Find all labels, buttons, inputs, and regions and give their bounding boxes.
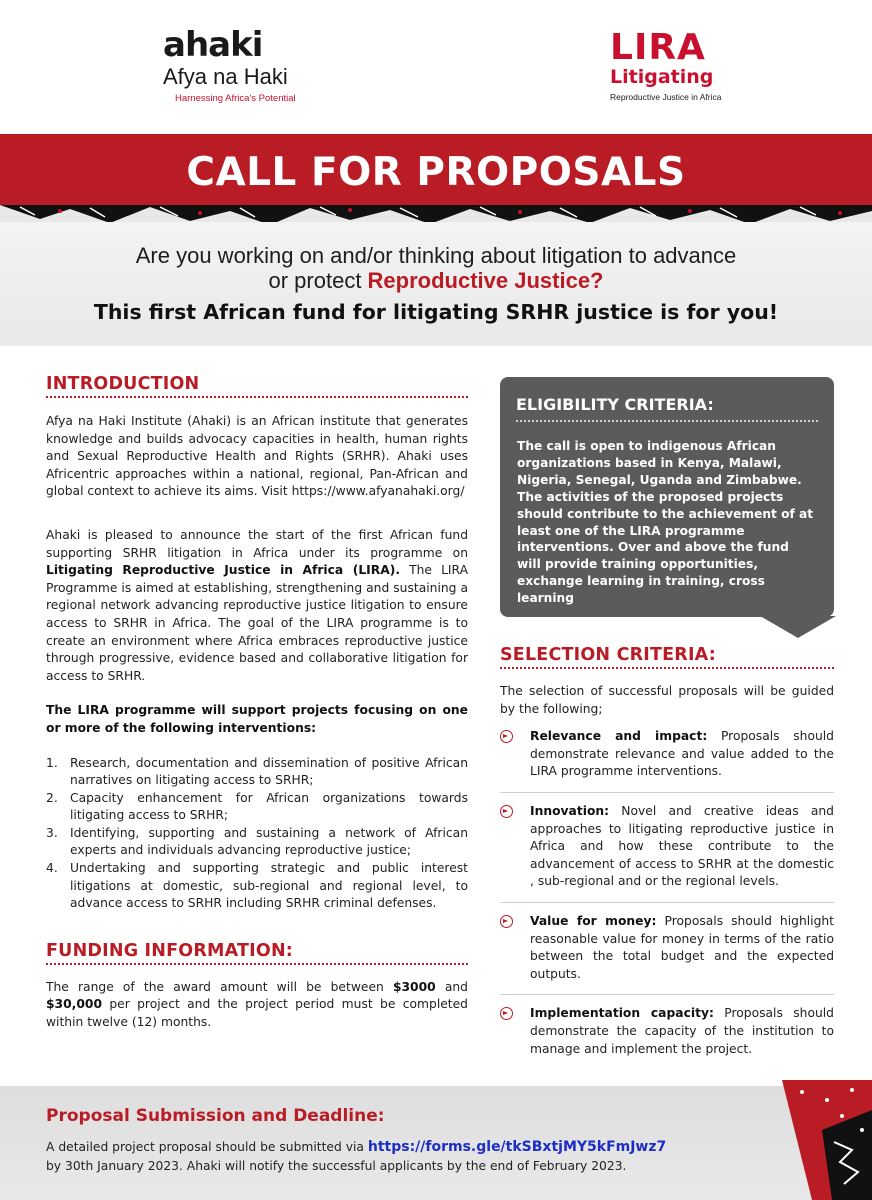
arrow-circle-icon: [500, 915, 513, 928]
criterion-item: [500, 1005, 834, 1058]
section-divider: [500, 665, 834, 669]
funding-paragraph: [46, 979, 468, 1032]
funding-heading: FUNDING INFORMATION:: [46, 940, 293, 961]
intro-p2-bold: Litigating Reproductive Justice in Africa (LIRA).: [46, 563, 401, 578]
criterion-text: Proposals should demonstrate the capacity of the institution to manage and implement the project.: [530, 1006, 834, 1056]
lira-logo: [610, 27, 730, 102]
criterion-text: Proposals should demonstrate relevance and value added to the LIRA programme interventions.: [530, 729, 834, 779]
criterion-label: Value for money:: [530, 913, 657, 928]
submission-heading: Proposal Submission and Deadline:: [46, 1106, 385, 1126]
list-item-text: Research, documentation and dissemination of positive African narratives on litigating access to SRHR;: [70, 755, 468, 788]
lira-logo-word: LIRA: [610, 27, 706, 68]
introduction-paragraph-2: [46, 527, 468, 685]
hero-question-line2: or protect: [268, 268, 368, 293]
eligibility-text: The call is open to indigenous African organizations based in Kenya, Malawi, Nigeria, Senegal, Uganda and Zimbabwe. The activities of the proposed projects should contribute to the achievement of at least one of the LIRA programme interventions. Over and above the fund will provide training opportunities, exchange learning in training, cross learning: [517, 439, 814, 606]
criterion-divider: [500, 902, 834, 903]
section-divider: [46, 961, 468, 965]
list-item-number: 1.: [46, 755, 58, 770]
criterion-divider: [500, 994, 834, 995]
eligibility-box: [500, 377, 834, 617]
submission-footer: [0, 1086, 872, 1200]
funding-max-amount: $30,000: [46, 997, 103, 1012]
lira-logo-tagline: Reproductive Justice in Africa: [610, 92, 722, 102]
criterion-text: Novel and creative ideas and approaches to litigating reproductive justice in Africa and how these contribute to the advancement of access to SRHR at the domestic , sub-regional and or the regional levels.: [530, 803, 834, 889]
arrow-circle-icon: [500, 805, 513, 818]
title-banner: [0, 134, 872, 212]
list-item: [46, 825, 468, 860]
list-item-text: Capacity enhancement for African organizations towards litigating access to SRHR;: [70, 790, 468, 823]
decorative-corner-pattern: [782, 1080, 872, 1200]
submission-text: [46, 1138, 746, 1175]
selection-intro: The selection of successful proposals will be guided by the following;: [500, 684, 834, 716]
submission-text-start: A detailed project proposal should be submitted via: [46, 1140, 368, 1154]
intro-p2-start: Ahaki is pleased to announce the start of the first African fund supporting SRHR litigation in Africa under its programme on: [46, 527, 468, 560]
list-item-text: Identifying, supporting and sustaining a network of African experts and individuals advancing reproductive justice;: [70, 825, 468, 858]
list-item: [46, 755, 468, 790]
list-item-number: 4.: [46, 861, 58, 876]
hero-question: [0, 222, 872, 293]
intro-p2-end: The LIRA Programme is aimed at establishing, strengthening and sustaining a regional network advancing reproductive justice litigation to ensure access to SRHR in Africa. The goal of the LIRA programme is to create an environment where Africa embraces reproductive justice through progressive, evidence based and collaborative litigation for access to SRHR.: [46, 563, 469, 683]
header: [0, 0, 872, 134]
arrow-circle-icon: [500, 730, 513, 743]
list-item: [46, 790, 468, 825]
criterion-label: Relevance and impact:: [530, 729, 708, 744]
speech-bubble-pointer: [760, 616, 836, 638]
hero-question-highlight: Reproductive Justice?: [367, 268, 604, 293]
ahaki-logo-word: ahaki: [163, 25, 263, 65]
criterion-text: Proposals should highlight reasonable value for money in terms of the ratio between the total budget and the expected outputs.: [530, 913, 834, 981]
selection-criteria: [500, 645, 834, 1058]
list-item-text: Undertaking and supporting strategic and public interest litigations at domestic, sub-regional and regional level, to advance access to SRHR including SRHR criminal defenses.: [70, 861, 468, 911]
criterion-label: Implementation capacity:: [530, 1006, 714, 1021]
criterion-divider: [500, 792, 834, 793]
funding-text-and: and: [435, 979, 468, 994]
ahaki-logo-subtitle: Afya na Haki: [163, 64, 288, 89]
interventions-list: [46, 755, 468, 913]
list-item: [46, 860, 468, 913]
eligibility-heading: ELIGIBILITY CRITERIA:: [516, 395, 714, 414]
ahaki-logo: [163, 25, 313, 104]
criterion-item: [500, 803, 834, 891]
hero-question-line1: Are you working on and/or thinking about litigation to advance: [135, 243, 737, 268]
submission-form-link[interactable]: https://forms.gle/tkSBxtjMY5kFmJwz7: [367, 1139, 667, 1155]
introduction-heading: INTRODUCTION: [46, 374, 200, 394]
hero-tagline: This first African fund for litigating SRHR justice is for you!: [93, 300, 779, 324]
left-column: [46, 374, 468, 1032]
hero-section: [0, 222, 872, 346]
selection-heading: SELECTION CRITERIA:: [500, 645, 716, 665]
submission-text-end: by 30th January 2023. Ahaki will notify the successful applicants by the end of February 2023.: [46, 1158, 627, 1173]
section-divider: [46, 394, 468, 398]
funding-min-amount: $3000: [392, 979, 436, 994]
criterion-label: Innovation:: [530, 803, 610, 818]
list-item-number: 2.: [46, 790, 58, 805]
introduction-paragraph-1: Afya na Haki Institute (Ahaki) is an African institute that generates knowledge and builds advocacy capacities in health, human rights and Sexual Reproductive Health and Rights (SRHR). Ahaki uses Africentric approaches within a national, regional, Pan-African and global context to achieve its aims. Visit https://www.afyanahaki.org/: [46, 414, 468, 499]
interventions-heading: The LIRA programme will support projects focusing on one or more of the following interventions:: [46, 703, 468, 735]
page-title: CALL FOR PROPOSALS: [186, 150, 686, 195]
ahaki-logo-tagline: Harnessing Africa's Potential: [175, 93, 296, 104]
funding-text-start: The range of the award amount will be between: [46, 979, 393, 994]
funding-text-end: per project and the project period must be completed within twelve (12) months.: [46, 997, 468, 1030]
criterion-item: [500, 913, 834, 983]
criterion-item: [500, 728, 834, 781]
arrow-circle-icon: [500, 1007, 513, 1020]
lira-logo-subtitle: Litigating: [610, 66, 714, 88]
list-item-number: 3.: [46, 825, 58, 840]
